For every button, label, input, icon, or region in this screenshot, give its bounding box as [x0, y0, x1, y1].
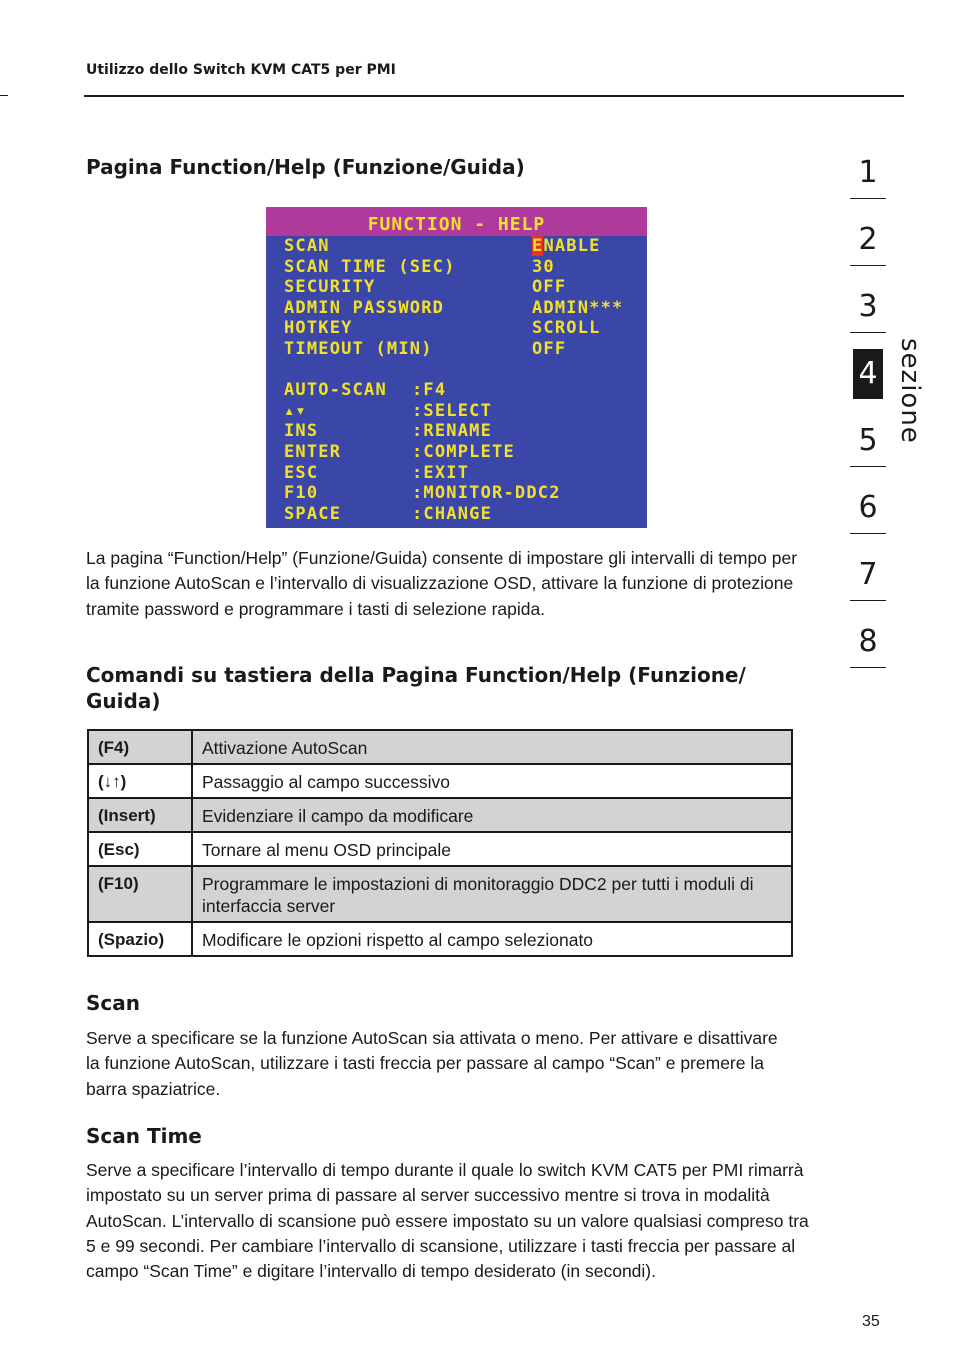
section-tab-1: 1 [858, 155, 878, 190]
osd-setting-value-text: OFF [532, 277, 567, 298]
osd-setting-value-text: ADMIN*** [532, 297, 624, 318]
osd-command-key: ESC [284, 462, 319, 483]
osd-title: FUNCTION - HELP [266, 207, 647, 236]
osd-cursor: E [532, 236, 544, 256]
section-tab-3: 3 [858, 289, 878, 324]
key-cell: (Insert) [88, 798, 192, 832]
scan-heading: Scan [86, 991, 140, 1015]
osd-setting-key: SCAN TIME (SEC) [284, 256, 456, 277]
osd-setting-value [532, 318, 601, 339]
key-cell: (Esc) [88, 832, 192, 866]
osd-command-row [284, 421, 647, 442]
intro-paragraph: La pagina “Function/Help” (Funzione/Guida) consente di impostare gli intervalli di tempo per la funzione AutoScan e l’intervallo di visualizzazione OSD, attivare la funzione di protezione tramite password e programmare i tasti di selezione rapida. [86, 548, 798, 619]
table-row [88, 866, 792, 922]
table-row [88, 764, 792, 798]
running-header: Utilizzo dello Switch KVM CAT5 per PMI [86, 62, 396, 78]
section-tab-7: 7 [858, 557, 878, 592]
key-commands-table [87, 729, 793, 957]
description-cell: Tornare al menu OSD principale [192, 832, 792, 866]
osd-command-action: :MONITOR-DDC2 [412, 483, 561, 504]
section-heading-keyboard-commands: Comandi su tastiera della Pagina Function/Help (Funzione/ Guida) [86, 663, 746, 713]
tab-divider [850, 667, 886, 668]
tab-divider [850, 466, 886, 467]
description-cell: Evidenziare il campo da modificare [192, 798, 792, 832]
margin-tick [0, 95, 8, 96]
scan-time-paragraph: Serve a specificare l’intervallo di tempo durante il quale lo switch KVM CAT5 per PMI rimarrà impostato su un server prima di passare al server successivo mentre si trova in modalità AutoScan. L’intervallo di scansione può essere impostato su un valore qualsiasi compreso tra 5 e 99 secondi. Per cambiare l’intervallo di scansione, utilizzare i tasti freccia per passare al campo “Scan Time” e digitare l’intervallo di tempo desiderato (in secondi). [86, 1160, 809, 1282]
osd-command-action: :SELECT [412, 400, 493, 421]
page-number: 35 [862, 1313, 880, 1330]
key-cell: (F4) [88, 730, 192, 764]
tab-divider [850, 533, 886, 534]
osd-command-key: SPACE [284, 503, 342, 524]
section-tab-5: 5 [858, 423, 878, 458]
description-cell: Passaggio al campo successivo [192, 764, 792, 798]
osd-command-key: ▴▾ [284, 400, 307, 421]
osd-command-action: :RENAME [412, 421, 493, 442]
osd-command-key: F10 [284, 483, 319, 504]
osd-setting-value-text: NABLE [543, 236, 601, 256]
description-cell: Attivazione AutoScan [192, 730, 792, 764]
osd-setting-key: SCAN [284, 236, 330, 256]
osd-setting-key: HOTKEY [284, 318, 353, 339]
osd-command-action: :CHANGE [412, 503, 493, 524]
osd-setting-key: ADMIN PASSWORD [284, 297, 445, 318]
osd-setting-value-text: OFF [532, 338, 567, 359]
osd-command-action: :F4 [412, 380, 447, 401]
table-row [88, 798, 792, 832]
osd-command-action: :EXIT [412, 462, 470, 483]
osd-setting-row [284, 277, 647, 298]
osd-setting-row [284, 318, 647, 339]
scan-paragraph: Serve a specificare se la funzione AutoScan sia attivata o meno. Per attivare e disattivare la funzione AutoScan, utilizzare i tasti freccia per passare al campo “Scan” e premere la barra spaziatrice. [86, 1028, 778, 1099]
section-tab-2: 2 [858, 222, 878, 257]
osd-setting-value-text: 30 [532, 256, 555, 277]
osd-command-row [284, 442, 647, 463]
osd-setting-key: SECURITY [284, 277, 376, 298]
osd-setting-row [284, 298, 647, 319]
osd-setting-value [532, 298, 623, 319]
table-row [88, 922, 792, 956]
tab-divider [850, 600, 886, 601]
osd-command-key: ENTER [284, 441, 342, 462]
osd-setting-value [532, 257, 555, 278]
description-cell: Programmare le impostazioni di monitoraggio DDC2 per tutti i moduli di interfaccia server [192, 866, 792, 922]
scan-time-heading: Scan Time [86, 1124, 202, 1148]
osd-setting-value [532, 277, 566, 298]
key-cell: (↓↑) [88, 764, 192, 798]
osd-command-action: :COMPLETE [412, 441, 515, 462]
osd-setting-row [284, 236, 647, 257]
osd-setting-key: TIMEOUT (MIN) [284, 338, 433, 359]
osd-command-row [284, 463, 647, 484]
table-row [88, 730, 792, 764]
description-cell: Modificare le opzioni rispetto al campo selezionato [192, 922, 792, 956]
section-label: sezione [895, 338, 925, 444]
key-cell: (Spazio) [88, 922, 192, 956]
osd-setting-value [532, 339, 566, 360]
osd-setting-row [284, 339, 647, 360]
tab-divider [850, 332, 886, 333]
section-tab-4: 4 [853, 349, 883, 399]
osd-screenshot [266, 207, 647, 528]
osd-body [266, 236, 647, 524]
osd-command-row [284, 504, 647, 525]
osd-setting-value-text: SCROLL [532, 318, 601, 339]
header-rule [84, 95, 904, 97]
tab-divider [850, 265, 886, 266]
osd-setting-row [284, 257, 647, 278]
tab-divider [850, 198, 886, 199]
section-tab-8: 8 [858, 624, 878, 659]
osd-command-key: INS [284, 421, 319, 442]
osd-command-row [284, 401, 647, 422]
section-heading-function-help: Pagina Function/Help (Funzione/Guida) [86, 155, 525, 179]
section-tab-6: 6 [858, 490, 878, 525]
osd-setting-value [532, 236, 601, 257]
key-cell: (F10) [88, 866, 192, 922]
osd-command-key: AUTO-SCAN [284, 380, 387, 401]
osd-command-row [284, 380, 647, 401]
table-row [88, 832, 792, 866]
osd-command-row [284, 483, 647, 504]
